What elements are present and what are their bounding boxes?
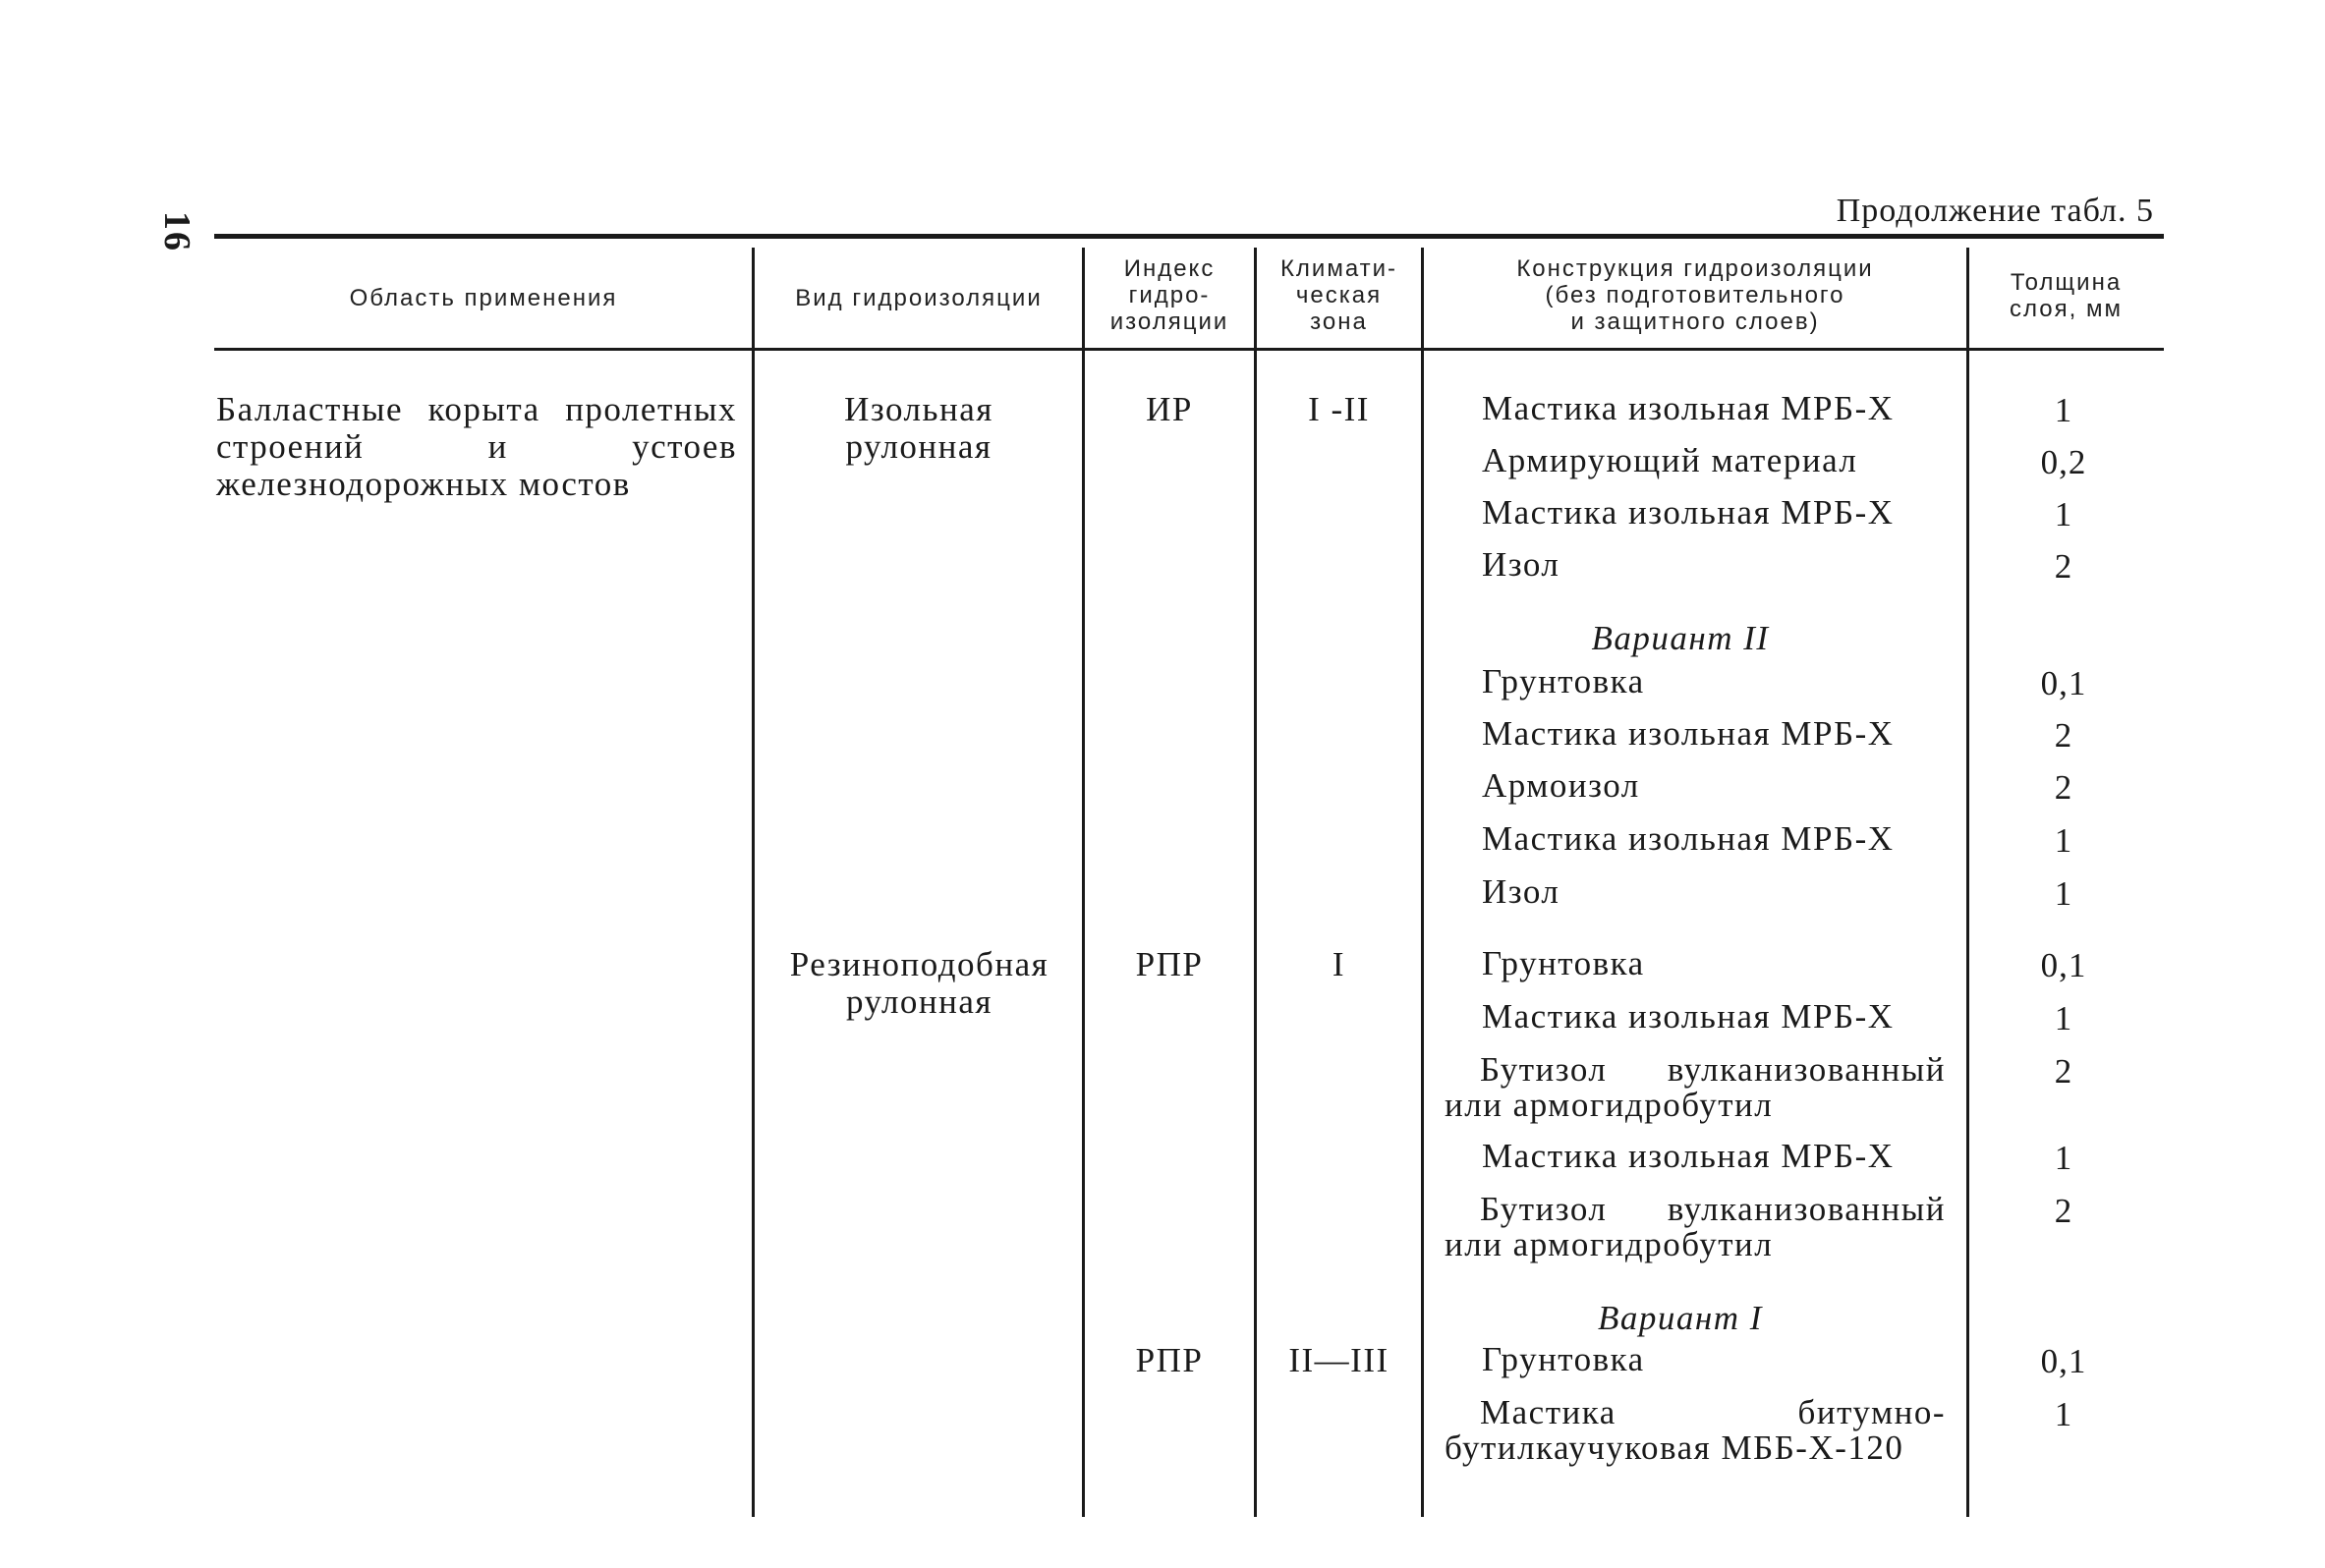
layer-thickness: 0,2 [2040, 443, 2087, 481]
layer-thickness: 2 [2054, 716, 2073, 755]
layer-name: Грунтовка [1482, 1340, 1645, 1378]
column-divider-3 [1254, 248, 1257, 1517]
layer-name: Мастика битумно-бутилкаучуковая МББ-Х-120 [1445, 1393, 1946, 1467]
header-type: Вид гидроизоляции [795, 285, 1043, 311]
header-index: Индекс гидро- изоляции [1109, 255, 1229, 335]
insulation-type: Изольная рулонная [844, 390, 993, 466]
layer-name: Мастика изольная МРБ-Х [1482, 997, 1895, 1036]
column-divider-1 [752, 248, 755, 1517]
variant-title: Вариант II [1591, 619, 1770, 657]
layer-thickness: 2 [2054, 547, 2073, 586]
layer-thickness: 2 [2054, 1192, 2073, 1230]
column-divider-2 [1082, 248, 1085, 1517]
layer-name: Грунтовка [1482, 944, 1645, 982]
layer-name: Армоизол [1482, 766, 1640, 805]
header-zone: Климати- ческая зона [1279, 255, 1398, 335]
layer-name: Изол [1482, 545, 1560, 584]
insulation-index: РПР [1135, 1341, 1204, 1379]
layer-thickness: 1 [2054, 999, 2073, 1037]
layer-thickness: 0,1 [2040, 1342, 2087, 1380]
layer-name: Мастика изольная МРБ-Х [1482, 819, 1895, 858]
column-divider-4 [1421, 248, 1424, 1517]
header-construction: Конструкция гидроизоляции (без подготовительного и защитного слоев) [1516, 255, 1874, 335]
layer-name: Мастика изольная МРБ-Х [1482, 389, 1895, 427]
climate-zone: I -II [1308, 390, 1370, 428]
layer-name: Изол [1482, 872, 1560, 911]
layer-thickness: 2 [2054, 1052, 2073, 1091]
layer-thickness: 1 [2054, 391, 2073, 429]
layer-name: Мастика изольная МРБ-Х [1482, 1137, 1895, 1175]
layer-thickness: 2 [2054, 768, 2073, 807]
layer-name: Мастика изольная МРБ-Х [1482, 714, 1895, 753]
variant-title: Вариант I [1598, 1299, 1763, 1337]
header-thickness: Толщина слоя, мм [2010, 269, 2123, 322]
insulation-type: Резиноподобная рулонная [789, 945, 1049, 1021]
insulation-index: ИР [1146, 390, 1193, 428]
layer-thickness: 1 [2054, 874, 2073, 913]
layer-name: Бутизол вулканизованный или армогидробутил [1445, 1190, 1946, 1263]
layer-thickness: 1 [2054, 1395, 2073, 1433]
layer-thickness: 0,1 [2040, 946, 2087, 984]
layer-name: Грунтовка [1482, 662, 1645, 700]
layer-name: Бутизол вулканизованный или армогидробутил [1445, 1050, 1946, 1124]
layer-thickness: 1 [2054, 495, 2073, 533]
layer-name: Армирующий материал [1482, 441, 1858, 479]
area-of-application: Балластные корыта пролетных строений и устоев железнодорожных мостов [216, 390, 737, 503]
layer-thickness: 1 [2054, 821, 2073, 860]
page-number: 16 [156, 211, 198, 252]
climate-zone: II—III [1288, 1341, 1389, 1379]
table-top-rule [214, 234, 2164, 239]
header-area: Область применения [349, 285, 618, 311]
layer-thickness: 1 [2054, 1139, 2073, 1177]
layer-name: Мастика изольная МРБ-Х [1482, 493, 1895, 532]
layer-thickness: 0,1 [2040, 664, 2087, 702]
insulation-index: РПР [1135, 945, 1204, 983]
table-header-rule [214, 348, 2164, 351]
table-continuation-label: Продолжение табл. 5 [1836, 193, 2154, 229]
climate-zone: I [1332, 945, 1346, 983]
